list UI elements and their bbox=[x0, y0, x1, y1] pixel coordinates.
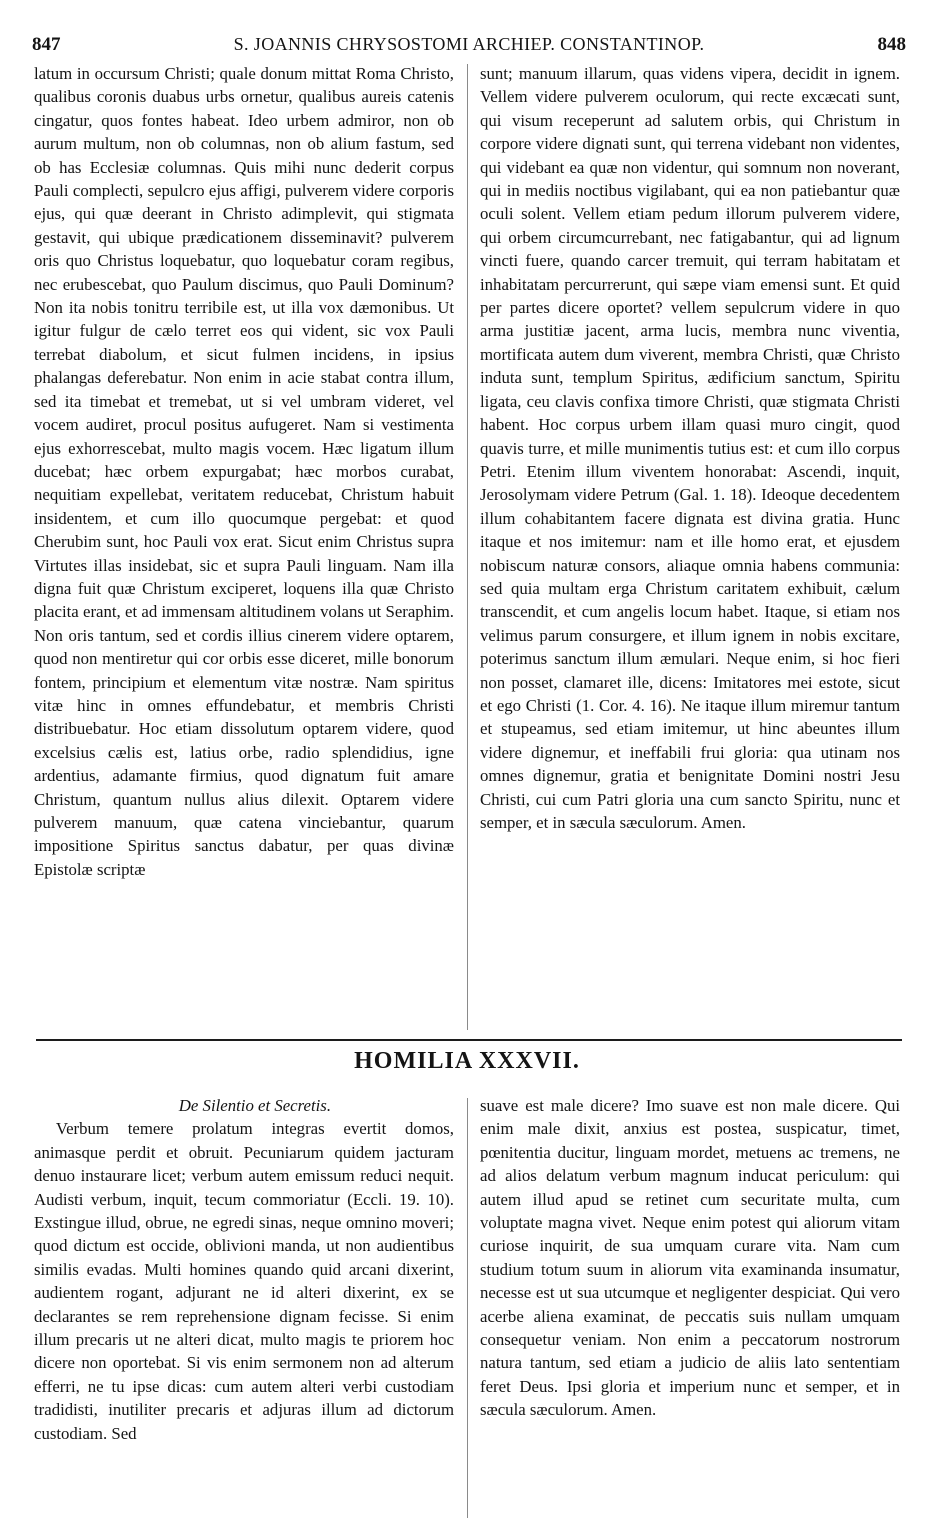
paragraph: suave est male dicere? Imo suave est non male dicere. Qui enim male dixit, anxius est postea, suspicatur, timet, pœnitentia ducitur, linguam mordet, metuens ac tremens, ne ad alios delatum verbum magnum inducat periculum: qui autem illud apud se retinet cum securitate multa, cum voluptate magna vivet. Neque enim potest qui aliorum vitam curiose inquirit, de sua umquam curare vita. Nam cum studium totum suum in aliorum vita examinanda insumatur, necesse est ut sua utcumque et negligenter despiciat. Qui vero acerbe aliena examinat, de peccatis suis nullam umquam consequetur veniam. Non enim a peccatorum nostrorum natura tantum, sed etiam a judicio de aliis lato sententiam feret Deus. Ipsi gloria et imperium nunc et semper, et in sæcula sæculorum. Amen. bbox=[480, 1096, 900, 1420]
homily-subtitle: De Silentio et Secretis. bbox=[178, 1096, 332, 1115]
top-left-column bbox=[34, 62, 454, 881]
homily-right-column bbox=[480, 1094, 900, 1422]
homily-title: HOMILIA XXXVII. bbox=[354, 1048, 580, 1074]
homily-left-column bbox=[34, 1094, 454, 1445]
page-header bbox=[28, 30, 910, 60]
page-number-left: 847 bbox=[32, 34, 61, 55]
top-right-column bbox=[480, 62, 900, 834]
running-title: S. JOANNIS CHRYSOSTOMI ARCHIEP. CONSTANTINOP. bbox=[233, 34, 705, 54]
section-divider bbox=[36, 1039, 902, 1041]
paragraph: latum in occursum Christi; quale donum mittat Roma Christo, qualibus coronis duabus urbs ornetur, qualibus aureis catenis cingatur, quos fontes habeat. Ideo urbem admiror, non ob aurum multum, non ob columnas, non ob alium fastum, sed ob has Ecclesiæ columnas. Quis mihi nunc dederit corpus Pauli complecti, sepulcro ejus affigi, pulverem videre corporis ejus, qui quæ deerant in Christo adimplevit, qui stigmata gestavit, qui ubique prædicationem disseminavit? pulverem oris quo Christus loquebatur, quo loquebatur coram regibus, nec erubescebat, quo Paulum discimus, quo Pauli Dominum? Non ita nobis tonitru terribile est, ut illa vox dæmonibus. Ut igitur fulgur de cælo terret eos qui vident, sic vox Pauli terrebat diabolum, et sicut fulmen incidens, in ipsius phalangas deferebatur. Non enim in acie stabat contra illum, sed ita timebat et tremebat, ut si vel umbram videret, vel vocem audiret, procul positus aufugeret. Nam si vestimenta ejus exhorrescebat, multo magis vocem. Hæc ligatum illum ducebat; hæc orbem expurgabat; hæc morbos curabat, nequitiam expellebat, veritatem reducebat, Christum habuit insidentem, et cum illo quocumque pergebat: et quod Cherubim sunt, hoc Pauli vox erat. Sicut enim Christus supra Virtutes illas insidebat, sic et supra Pauli linguam. Nam illa digna fuit quæ Christum exciperet, loquens illa quæ Christo placita erant, et ad immensam altitudinem volans ut Seraphim. Non oris tantum, sed et cordis illius cinerem videre optarem, quod non mentiretur qui cor orbis esse diceret, mille bonorum fontem, principium et elementum vitæ nostræ. Nam spiritus vitæ hinc in omnes effundebatur, et membris Christi distribuebatur. Hoc etiam dissolutum optarem videre, quod excelsius cælis est, latius orbe, radio splendidius, igne ardentius, adamante firmius, quod dignatum fuit amare Christum, quantum nullus alius dilexit. Optarem videre pulverem manuum, quæ catena vinciebantur, quarum impositione Spiritus sanctus dabatur, per quas divinæ Epistolæ scriptæ bbox=[34, 64, 454, 879]
paragraph: Verbum temere prolatum integras evertit domos, animasque perdit et obruit. Pecuniarum quidem jacturam denuo instaurare licet; verbum autem emissum reduci nequit. Audisti verbum, inquit, tecum commoriatur (Eccli. 19. 10). Exstingue illud, obrue, ne egredi sinas, neque omnino moveri; quod dictum est occide, oblivioni manda, ut non audientibus similis evadas. Multi homines quando quid arcani dixerint, audientem rogant, adjurant ne id alteri dixerint, ex se declarantes se rem reprehensione dignam fecisse. Si enim illum precaris ut ne alteri dicat, multo magis te priorem hoc dicere non oportebat. Si vis enim sermonem non ad alterum efferri, ne tu ipse dicas: cum autem alteri verbi custodiam tradidisti, inutiliter precaris et adjuras illum ad dictorum custodiam. Sed bbox=[34, 1119, 454, 1443]
column-divider-bottom bbox=[467, 1098, 468, 1518]
page-number-right: 848 bbox=[877, 34, 906, 55]
column-divider-top bbox=[467, 64, 468, 1030]
paragraph: sunt; manuum illarum, quas videns vipera, decidit in ignem. Vellem videre pulverem oculorum, qui recte excæcati sunt, qui visum receperunt ad salutem orbis, qui Christum in corpore videre dignati sunt, qui terrena videbant non videntes, qui videbant ea quæ non videntur, qui somnum non noverant, qui in mediis noctibus vigilabant, qui ea non patiebantur quæ oculi solent. Vellem etiam pedum illorum pulverem videre, qui orbem circumcurrebant, nec fatigabantur, qui ad lignum vincti fuere, quando carcer tremuit, qui terram habitatam et inhabitatam percurrerunt, qui sæpe viam emensi sunt. Et quid per partes dicere oportet? vellem sepulcrum videre in quo arma justitiæ jacent, arma lucis, membra nunc viventia, mortificata autem dum viverent, membra Christi, quæ Christo induta sunt, templum Spiritus, ædificium sanctum, Spiritu ligata, ceu clavis confixa timore Christi, quæ stigmata Christi habent. Hoc corpus urbem illam quasi muro cingit, quod quavis turre, et mille munimentis tutius est: et cum illo corpus Petri. Etenim illum viventem honorabat: Ascendi, inquit, Jerosolymam videre Petrum (Gal. 1. 18). Ideoque decedentem illum cohabitantem facere dignata est divina gratia. Hunc itaque et nos imitemur: nam et ille homo erat, et ejusdem nobiscum naturæ consors, aliaque omnia habens communia: sed quia multam erga Christum caritatem exhibuit, cælum transcendit, et cum angelis locum habet. Itaque, si etiam nos velimus parum consurgere, et illum ignem in nobis excitare, poterimus sanctum illum æmulari. Neque enim, si hoc fieri non posset, clamaret ille, dicens: Imitatores mei estote, sicut et ego Christi (1. Cor. 4. 16). Ne itaque illum miremur tantum et stupeamus, sed etiam imitemur, ut hinc abeuntes illum videre dignemur, et ineffabili frui gloria: qua utinam nos omnes dignemur, gratia et benignitate Domini nostri Jesu Christi, cui cum Patri gloria una cum sancto Spiritu, nunc et semper, et in sæcula sæculorum. Amen. bbox=[480, 64, 900, 832]
